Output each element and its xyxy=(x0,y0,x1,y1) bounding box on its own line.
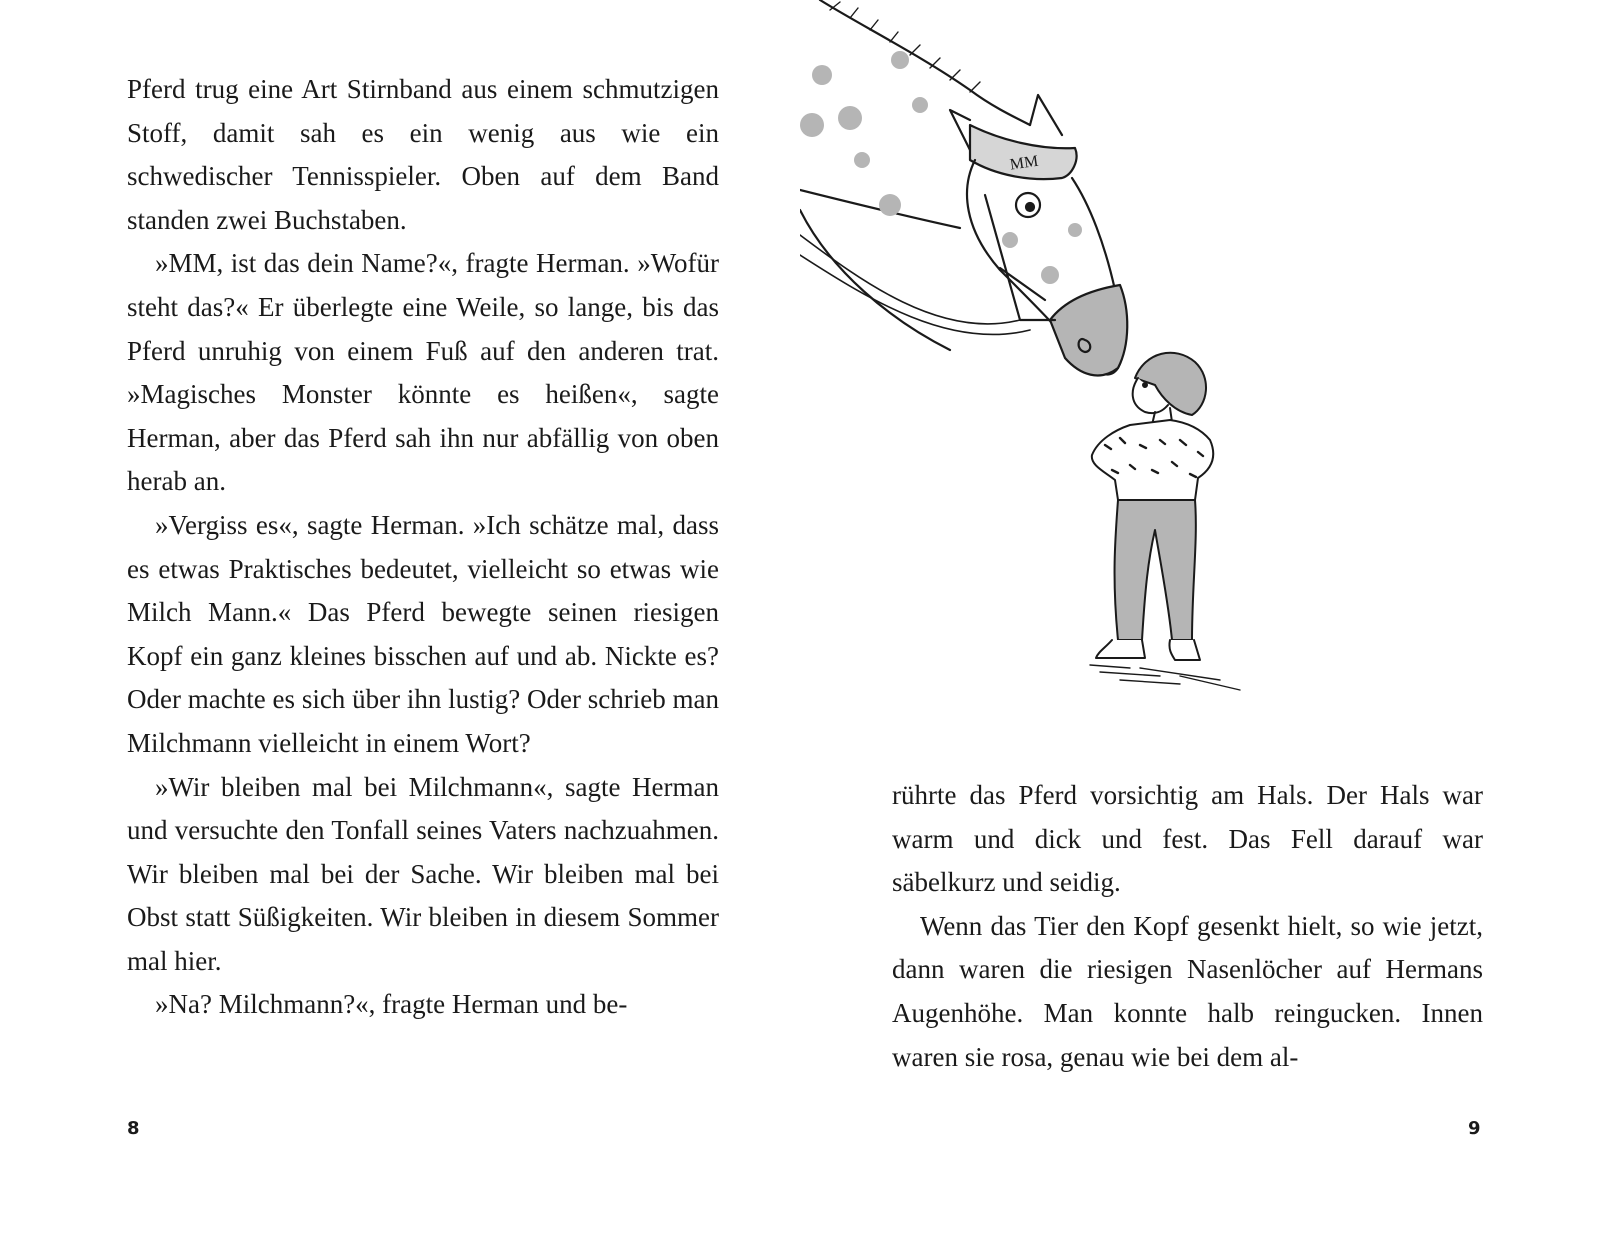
paragraph: Wenn das Tier den Kopf gesenkt hielt, so wie jetzt, dann waren die riesigen Nasenlöcher auf Hermans Augenhöhe. Man konnte halb reingucken. Innen waren sie rosa, genau wie bei dem al- xyxy=(892,910,1483,1072)
right-page-text xyxy=(892,774,1483,1079)
paragraph: »Wir bleiben mal bei Milchmann«, sagte Herman und versuchte den Tonfall seines Vaters nachzuahmen. Wir bleiben mal bei der Sache. Wir bleiben mal bei Obst statt Süßigkeiten. Wir bleiben in diesem Sommer mal hier. xyxy=(127,771,719,976)
paragraph: »Vergiss es«, sagte Herman. »Ich schätze mal, dass es etwas Praktisches bedeutet, vielleicht so etwas wie Milch Mann.« Das Pferd bewegte seinen riesigen Kopf ein ganz kleines bisschen auf und ab. Nickte es? Oder machte es sich über ihn lustig? Oder schrieb man Milchmann vielleicht in einem Wort? xyxy=(127,509,719,758)
paragraph: rührte das Pferd vorsichtig am Hals. Der Hals war warm und dick und fest. Das Fell darauf war säbelkurz und seidig. xyxy=(892,780,1483,898)
page-number: 9 xyxy=(1468,1118,1481,1139)
horse-and-boy-illustration xyxy=(800,0,1270,700)
page-number: 8 xyxy=(127,1118,140,1139)
left-page-text xyxy=(127,68,719,1027)
headband-letters: MM xyxy=(1008,152,1040,174)
paragraph: »MM, ist das dein Name?«, fragte Herman. »Wofür steht das?« Er überlegte eine Weile, so lange, bis das Pferd unruhig von einem Fuß auf den anderen trat. »Magisches Monster könnte es heißen«, sagte Herman, aber das Pferd sah ihn nur abfällig von oben herab an. xyxy=(127,248,719,497)
horse-head xyxy=(800,0,1127,375)
boy-figure xyxy=(1090,353,1240,690)
paragraph: Pferd trug eine Art Stirnband aus einem schmutzigen Stoff, damit sah es ein wenig aus wie ein schwedischer Tennisspieler. Oben auf dem Band standen zwei Buchstaben. xyxy=(127,74,719,235)
paragraph: »Na? Milchmann?«, fragte Herman und be- xyxy=(155,989,628,1020)
